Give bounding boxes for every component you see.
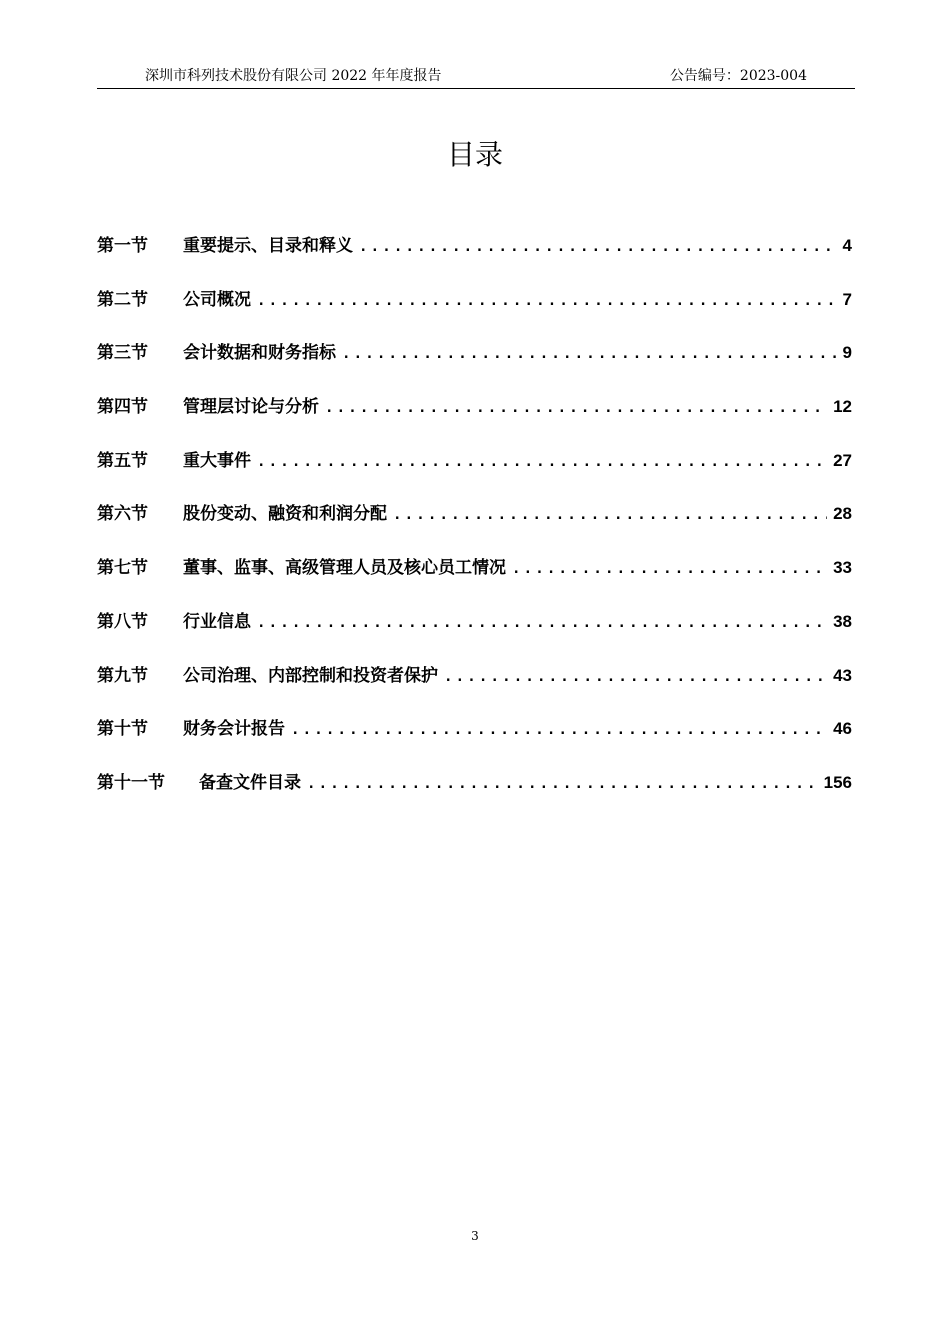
toc-section-name: 公司治理、内部控制和投资者保护 [183,665,438,686]
toc-page-number: 12 [833,397,852,417]
page-number: 3 [471,1229,479,1243]
toc-leader-dots [257,609,827,637]
toc-page-number: 33 [833,558,852,578]
toc-section-name: 备查文件目录 [199,772,301,793]
toc-section-name: 重要提示、目录和释义 [183,236,353,256]
header-announcement-number: 公告编号：2023-004 [669,68,807,84]
toc-leader-dots [307,770,818,798]
toc-leader-dots [291,716,827,744]
toc-page-number: 46 [833,719,852,739]
toc-page-number: 28 [833,504,852,524]
toc-entry[interactable] [97,608,852,662]
toc-page-number: 156 [823,772,852,792]
toc-section-name: 重大事件 [183,450,251,471]
toc-entry[interactable] [97,393,852,447]
toc-entry[interactable] [97,769,852,823]
toc-title: 目录 [446,138,503,171]
toc-section-number: 第十一节 [97,772,165,793]
toc-leader-dots [393,501,827,529]
toc-section-number: 第十节 [97,719,148,740]
toc-section-name: 财务会计报告 [183,719,285,740]
toc-section-number: 第四节 [97,397,148,418]
toc-leader-dots [325,394,827,422]
toc-leader-dots [257,448,827,476]
toc-entry[interactable] [97,662,852,716]
toc-entry[interactable] [97,286,852,340]
toc-page-number: 7 [842,289,852,309]
page-header [97,64,855,89]
toc-section-number: 第一节 [97,236,148,256]
toc-entry[interactable] [97,715,852,769]
toc-section-number: 第二节 [97,289,148,310]
toc-section-number: 第七节 [97,558,148,579]
toc-entry[interactable] [97,554,852,608]
toc-page-number: 4 [842,236,852,255]
toc-section-name: 董事、监事、高级管理人员及核心员工情况 [183,558,506,579]
toc-section-number: 第三节 [97,343,148,364]
toc-leader-dots [444,663,827,691]
toc-section-number: 第九节 [97,665,148,686]
toc-page-number: 27 [833,450,852,470]
toc-section-name: 股份变动、融资和利润分配 [183,504,387,525]
toc-section-name: 会计数据和财务指标 [183,343,336,364]
toc-entry[interactable] [97,232,852,286]
toc-entry[interactable] [97,447,852,501]
toc-section-name: 管理层讨论与分析 [183,397,319,418]
toc-section-number: 第六节 [97,504,148,525]
table-of-contents [97,232,852,823]
toc-page-number: 43 [833,665,852,685]
toc-leader-dots [359,233,837,261]
toc-entry[interactable] [97,339,852,393]
toc-leader-dots [342,340,837,368]
toc-section-number: 第八节 [97,611,148,632]
header-company-report-title: 深圳市科列技术股份有限公司 2022 年年度报告 [145,68,442,84]
toc-leader-dots [512,555,827,583]
toc-section-number: 第五节 [97,450,148,471]
toc-section-name: 行业信息 [183,611,251,632]
toc-page-number: 38 [833,611,852,631]
toc-entry[interactable] [97,500,852,554]
toc-page-number: 9 [842,343,852,363]
toc-section-name: 公司概况 [183,289,251,310]
toc-leader-dots [257,287,837,315]
